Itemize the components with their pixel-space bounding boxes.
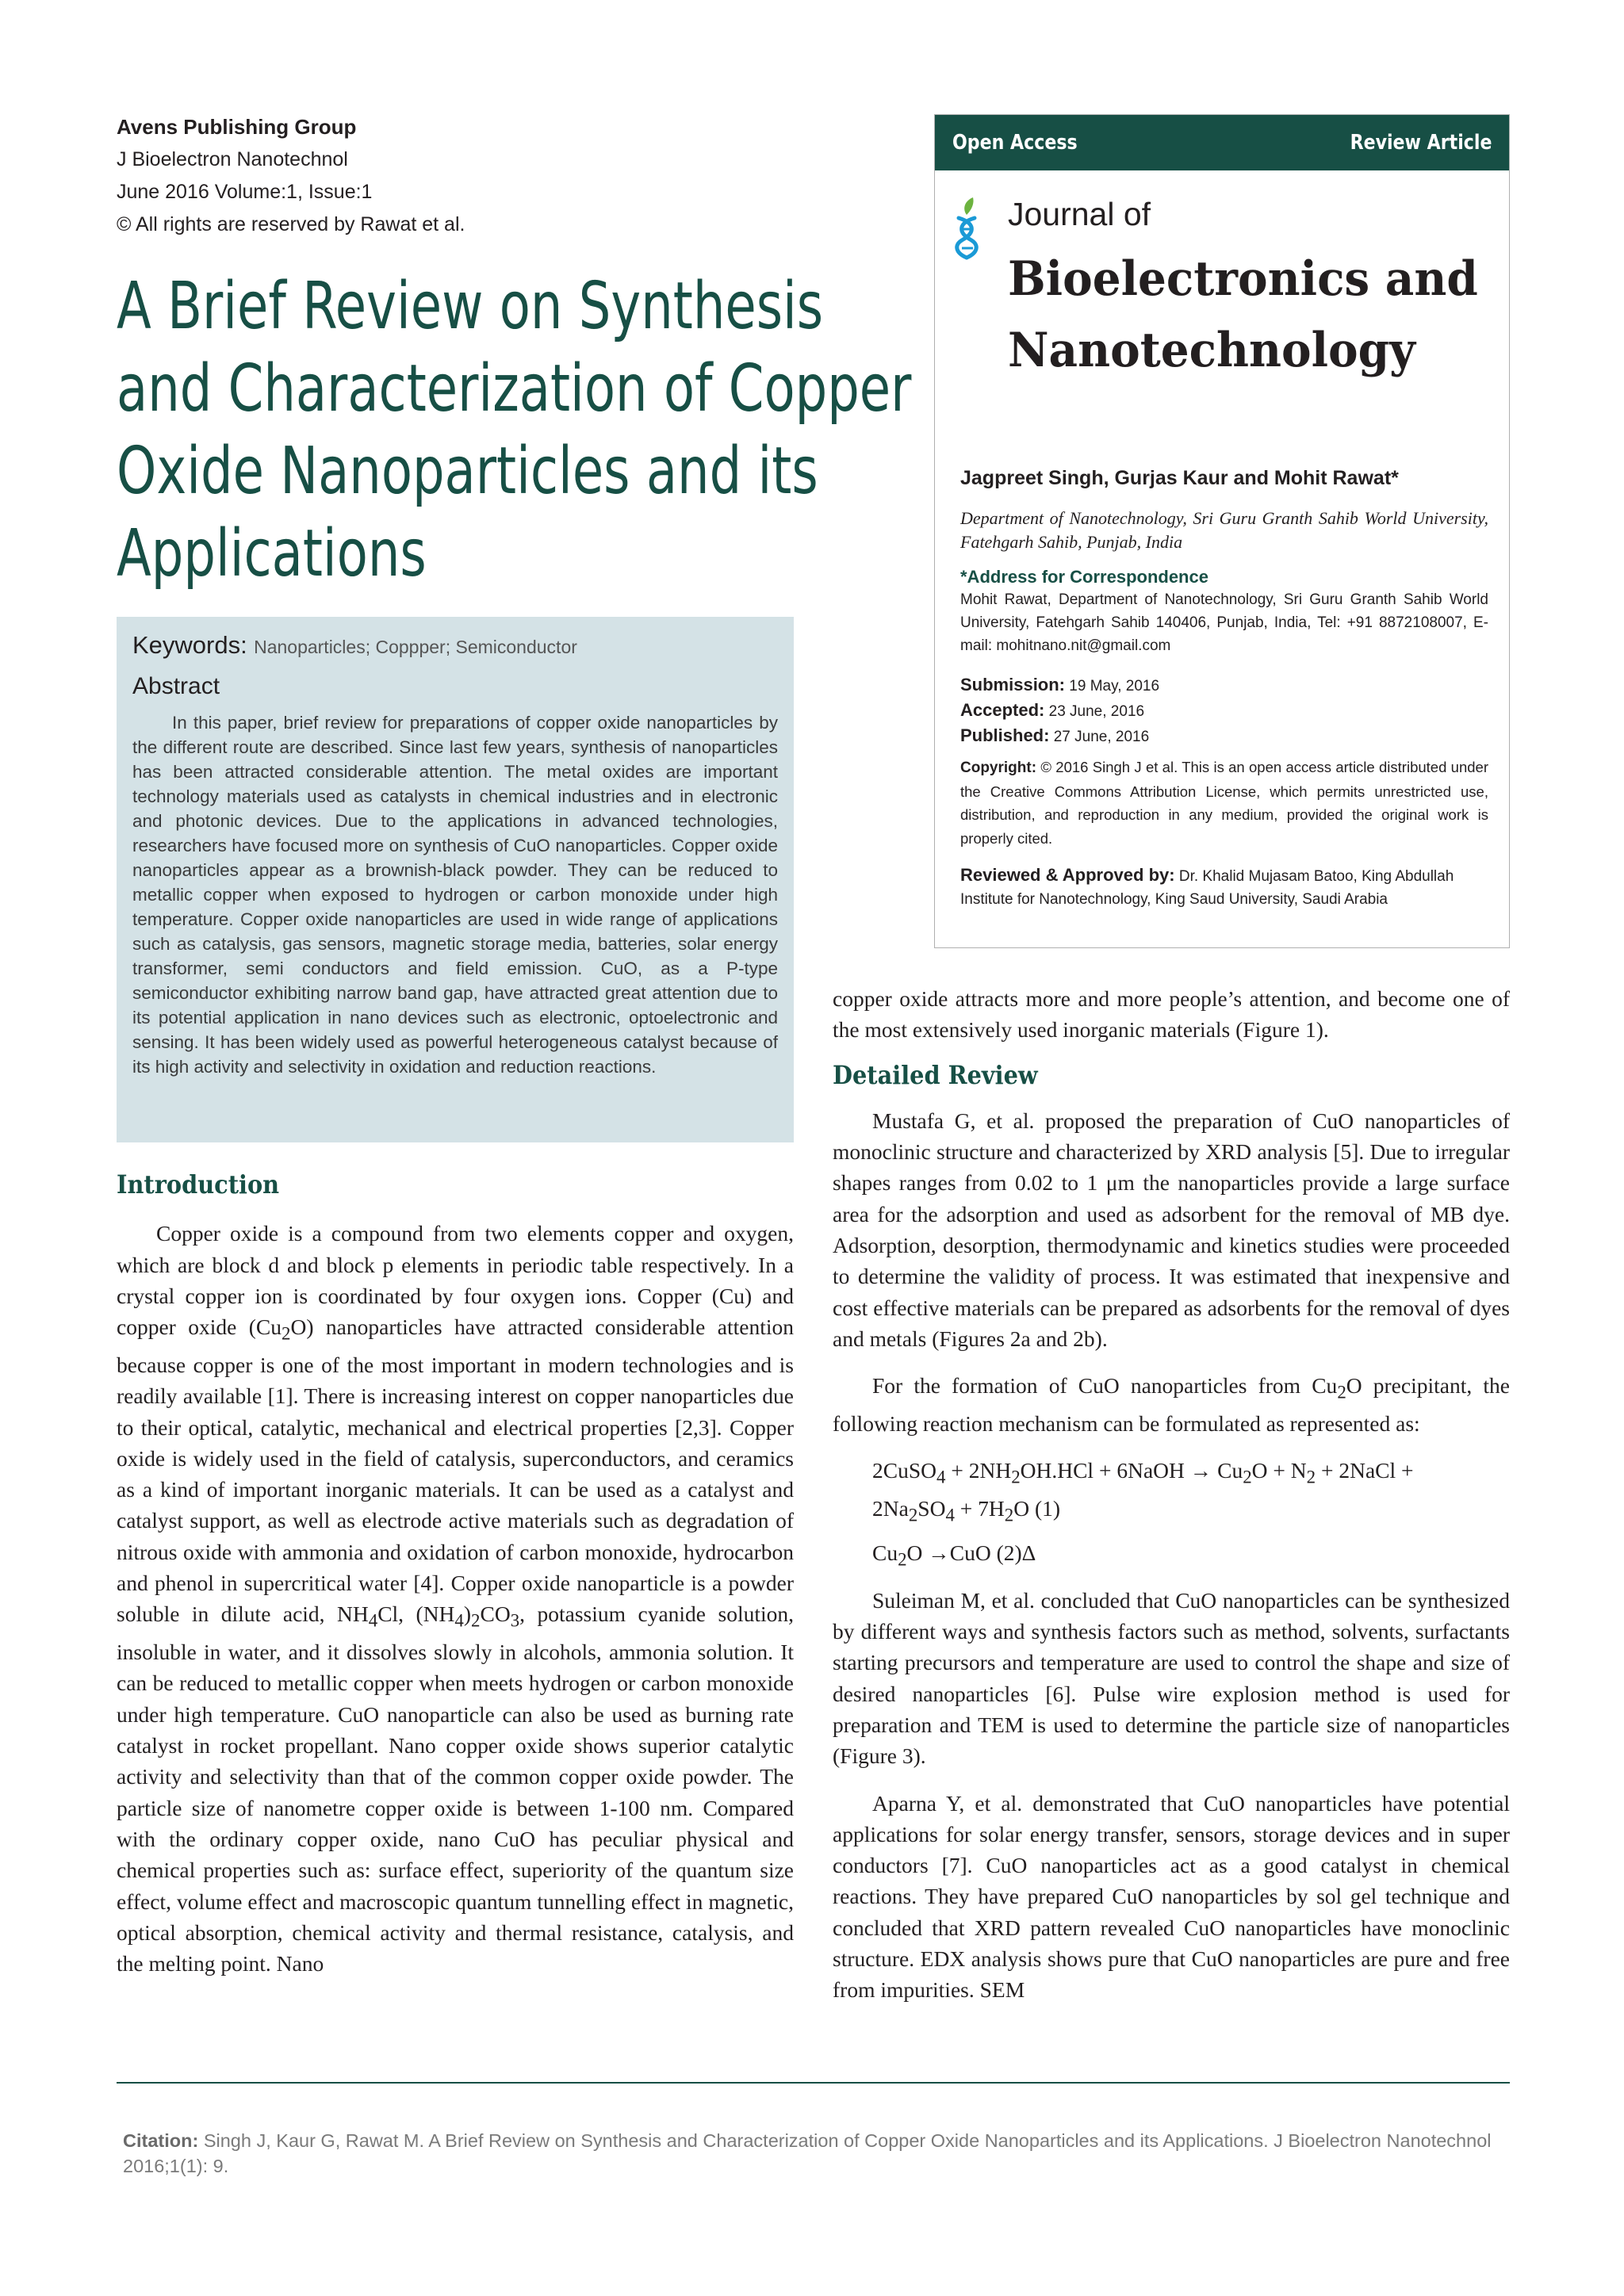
review-paragraph (833, 1370, 1510, 1439)
right-column (833, 983, 1510, 2006)
text-run: O (1) (1013, 1496, 1061, 1521)
subscript: 3 (510, 1610, 520, 1631)
text-run: + 2NH (945, 1458, 1012, 1483)
detailed-review-heading: Detailed Review (833, 1059, 1038, 1090)
journal-name-line: Nanotechnology (1008, 323, 1415, 378)
keywords (132, 628, 778, 664)
left-column (117, 1169, 794, 1979)
text-run: ) (463, 1601, 472, 1627)
footer-divider (117, 2082, 1510, 2084)
subscript: 2 (1004, 1505, 1014, 1525)
article-type-label: Review Article (1350, 131, 1492, 155)
dates-block (960, 673, 1488, 749)
abstract-text: In this paper, brief review for preparations of copper oxide nanoparticles by the different route are described. Since last few years, synthesis of nanoparticles has been attracted considerable attention. The metal oxides are important technology materials used as catalysts in chemical industries and in electronic and photonic devices. Due to the applications in advanced technologies, researchers have focused more on synthesis of CuO nanoparticles. Copper oxide nanoparticles appear as a brownish-black powder. They can be reduced to metallic copper when exposed to hydrogen or carbon monoxide under high temperature. Copper oxide nanoparticles are used in wide range of applications such as catalysis, gas sensors, magnetic storage media, batteries, solar energy transformer, semi conductors and field emission. CuO, as a P-type semiconductor exhibiting narrow band gap, have attracted great attention due to its potential application in nano devices such as electronic, optoelectronic and sensing. It has been widely used as powerful heterogeneous catalyst because of its high activity and selectivity in oxidation and reduction reactions. (132, 713, 778, 1077)
rights-notice: © All rights are reserved by Rawat et al. (117, 213, 465, 235)
copyright (960, 756, 1488, 850)
submission-label: Submission: (960, 675, 1066, 695)
title-line: and Characterization of Copper (117, 351, 912, 427)
published-date: 27 June, 2016 (1053, 729, 1150, 745)
text-run: O + N (1251, 1458, 1307, 1483)
journal-of-label: Journal of (1008, 196, 1151, 232)
text-run: + 2NaCl + (1316, 1458, 1414, 1483)
keywords-label: Keywords: (132, 631, 247, 659)
text-run: SO (917, 1496, 946, 1521)
review-paragraph: Aparna Y, et al. demonstrated that CuO nanoparticles have potential applications for solar energy transfer, sensors, storage devices and in super conductors [7]. CuO nanoparticles act as a good catalyst in chemical reactions. They have prepared CuO nanoparticles by sol gel technique and concluded that XRD pattern revealed CuO nanoparticles have monoclinic structure. EDX analysis shows pure that CuO nanoparticles are pure and free from impurities. SEM (833, 1790, 1510, 2003)
text-run: Copper oxide is a compound from two elements copper and oxygen, which are block d and block p elements in periodic table respectively. In a crystal copper ion is coordinated by four oxygen ions. Copper (Cu) and copper oxide (Cu (117, 1221, 794, 1340)
keywords-value: Nanoparticles; Coppper; Semiconductor (254, 637, 577, 657)
article-title (117, 266, 912, 595)
journal-name (1008, 243, 1478, 386)
correspondence-text: Mohit Rawat, Department of Nanotechnology, Sri Guru Granth Sahib World University, Fatehgarh Sahib 140406, Punjab, India, Tel: +91 8872108007, E-mail: mohitnano.nit@gmail.com (960, 591, 1488, 654)
open-access-label: Open Access (952, 131, 1078, 155)
introduction-heading: Introduction (117, 1169, 280, 1200)
reviewed-text: Dr. Khalid Mujasam Batoo, King Abdullah Institute for Nanotechnology, King Saud University, Saudi Arabia (960, 868, 1454, 908)
title-line: Oxide Nanoparticles and its (117, 434, 818, 509)
text-run: CO (480, 1601, 511, 1627)
review-paragraph: Suleiman M, et al. concluded that CuO nanoparticles can be synthesized by different ways and synthesis factors such as method, solvents, surfactants starting precursors and temperature are used to control the shape and size of desired nanoparticles [6]. Pulse wire explosion method is used for preparation and TEM is used to determine the particle size of nanoparticles (Figure 3). (833, 1587, 1510, 1769)
abstract-box (117, 617, 794, 1142)
published-row (960, 724, 1488, 749)
correspondence-title: *Address for Correspondence (960, 567, 1208, 587)
accepted-label: Accepted: (960, 700, 1045, 720)
subscript: 2 (1337, 1382, 1346, 1402)
authors: Jagpreet Singh, Gurjas Kaur and Mohit Rawat* (960, 467, 1399, 489)
citation (123, 2128, 1507, 2179)
copyright-label: Copyright: (960, 760, 1037, 776)
journal-info-box (934, 114, 1510, 948)
affiliation: Department of Nanotechnology, Sri Guru Granth Sahib World University, Fatehgarh Sahib, Punjab, India (960, 508, 1488, 552)
text-run: For the formation of CuO nanoparticles from Cu (872, 1373, 1338, 1399)
text-run: , potassium cyanide solution, insoluble in water, and it dissolves slowly in alcohols, ammonia solution. It can be reduced to metallic copper when meets hydrogen or carbon monoxide under high temperature. CuO nanoparticle can also be used as burning rate catalyst in rocket propellant. Nano copper oxide shows superior catalytic activity and selectivity than that of the common copper oxide powder. The particle size of nanometre copper oxide is between 1-100 nm. Compared with the ordinary copper oxide, nano CuO has peculiar physical and chemical properties such as: surface effect, superiority of the quantum size effect, volume effect and macroscopic quantum tunnelling effect in magnetic, optical absorption, chemical activity and thermal resistance, catalysis, and the melting point. Nano (117, 1601, 794, 1976)
text-run: 2Na (872, 1496, 909, 1521)
copyright-text: © 2016 Singh J et al. This is an open access article distributed under the Creative Commons Attribution License, which permits unrestricted use, distribution, and reproduction in any medium, provided the original work is properly cited. (960, 759, 1488, 847)
subscript: 4 (936, 1467, 946, 1487)
subscript: 2 (282, 1323, 291, 1344)
title-line: Applications (117, 516, 427, 591)
subscript: 4 (945, 1505, 955, 1525)
subscript: 4 (454, 1610, 464, 1631)
subscript: 2 (471, 1610, 481, 1631)
journal-name-line: Bioelectronics and (1008, 251, 1478, 307)
citation-label: Citation: (123, 2130, 199, 2151)
submission-row (960, 673, 1488, 698)
publisher-block (117, 111, 561, 241)
text-run: OH.HCl + 6NaOH → Cu (1020, 1458, 1243, 1483)
subscript: 2 (908, 1505, 918, 1525)
subscript: 2 (1306, 1467, 1316, 1487)
subscript: 2 (1011, 1467, 1021, 1487)
published-label: Published: (960, 725, 1050, 745)
journal-header-bar (935, 115, 1509, 170)
subscript: 2 (898, 1549, 907, 1570)
title-line: A Brief Review on Synthesis (117, 269, 824, 344)
introduction-paragraph (117, 1218, 794, 1979)
text-run: O) nanoparticles have attracted considerable attention because copper is one of the most important in modern technologies and is readily available [1]. There is increasing interest on copper nanoparticles due to their optical, catalytic, mechanical and electrical properties [2,3]. Copper oxide is widely used in the field of catalysis, superconductors, and ceramics as a kind of important inorganic materials. It can be used as a catalyst and catalyst support, as well as electrode active materials such as degradation of nitrous oxide with ammonia and oxidation of carbon monoxide, hydrocarbon and phenol in supercritical water [4]. Copper oxide nanoparticle is a powder soluble in dilute acid, NH (117, 1314, 794, 1627)
journal-logo-icon (951, 194, 984, 266)
publisher-name: Avens Publishing Group (117, 115, 357, 139)
submission-date: 19 May, 2016 (1069, 678, 1160, 695)
continued-paragraph: copper oxide attracts more and more people’s attention, and become one of the most extensively used inorganic materials (Figure 1). (833, 986, 1510, 1043)
subscript: 2 (1243, 1467, 1252, 1487)
equation-1 (833, 1455, 1510, 1531)
citation-text: Singh J, Kaur G, Rawat M. A Brief Review on Synthesis and Characterization of Copper Oxide Nanoparticles and its Applications. J Bioelectron Nanotechnol 2016;1(1): 9. (123, 2130, 1492, 2176)
text-run: O →CuO (2)Δ (906, 1540, 1036, 1565)
equation-2 (833, 1537, 1510, 1575)
text-run: 2CuSO (872, 1458, 936, 1483)
review-paragraph: Mustafa G, et al. proposed the preparation of CuO nanoparticles of monoclinic structure and characterized by XRD analysis [5]. Due to irregular shapes ranges from 0.02 to 1 μm the nanoparticles provide a large surface area for the adsorption and used as adsorbent for the removal of MB dye. Adsorption, desorption, thermodynamic and kinetics studies were proceeded to determine the validity of process. It was estimated that inexpensive and cost effective materials can be prepared as adsorbents for the removal of dyes and metals (Figures 2a and 2b). (833, 1108, 1510, 1351)
issue-info: June 2016 Volume:1, Issue:1 (117, 181, 373, 203)
text-run: O precipitant, the following reaction mechanism can be formulated as represented as: (833, 1373, 1510, 1437)
abstract-heading: Abstract (132, 673, 220, 699)
text-run: + 7H (954, 1496, 1005, 1521)
text-run: Cl, (NH (377, 1601, 455, 1627)
text-run: Cu (872, 1540, 898, 1565)
journal-abbrev: J Bioelectron Nanotechnol (117, 148, 348, 170)
correspondence (960, 565, 1488, 657)
reviewed-label: Reviewed & Approved by: (960, 865, 1175, 885)
accepted-date: 23 June, 2016 (1048, 703, 1145, 720)
subscript: 4 (368, 1610, 378, 1631)
reviewed-by (960, 863, 1488, 911)
accepted-row (960, 698, 1488, 724)
